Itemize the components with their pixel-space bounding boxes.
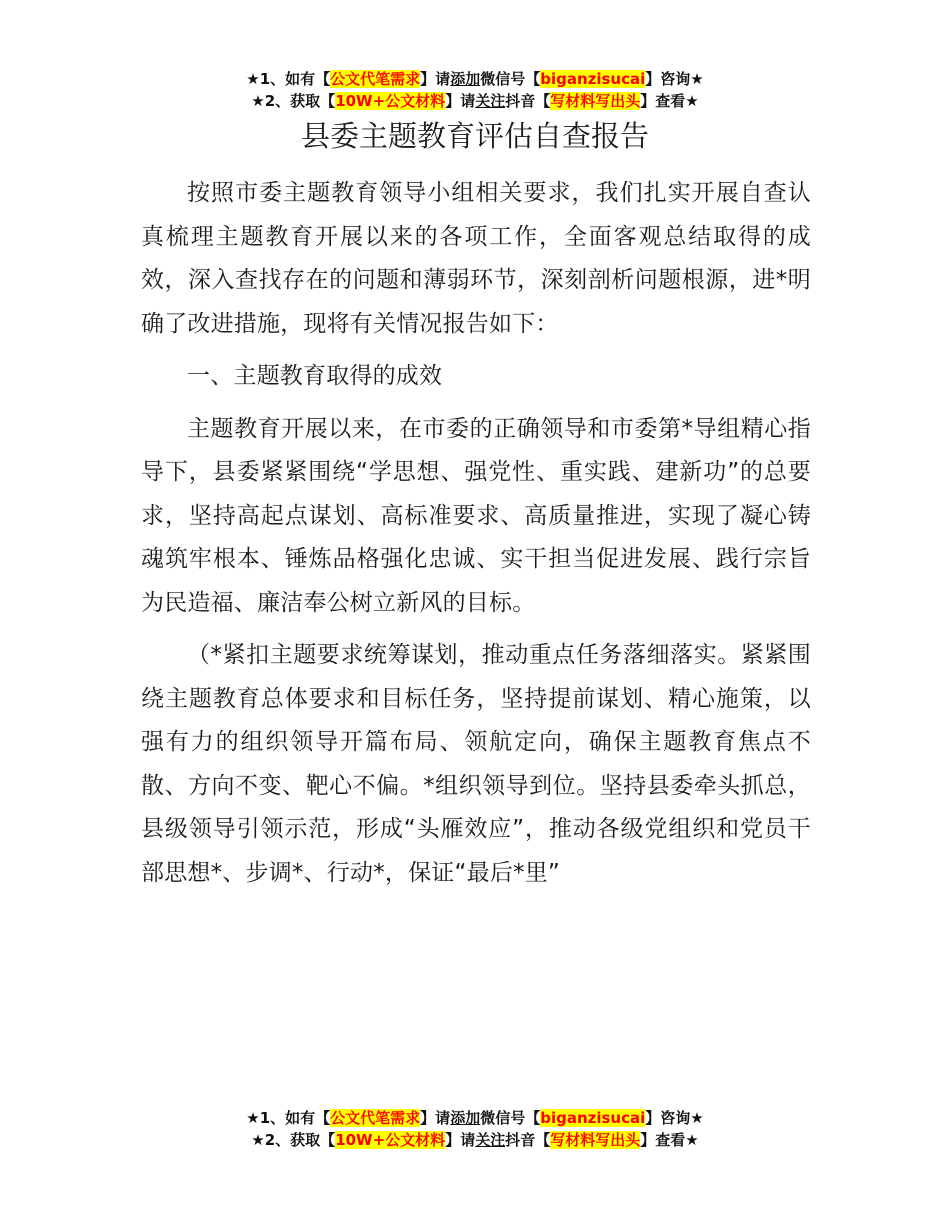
footer-banner xyxy=(0,1107,950,1151)
footer-banner-line-2: ★2、获取【10W+公文材料】请关注抖音【写材料写出头】查看★ xyxy=(251,1131,699,1149)
intro-paragraph: 按照市委主题教育领导小组相关要求，我们扎实开展自查认真梳理主题教育开展以来的各项工作，全面客观总结取得的成效，深入查找存在的问题和薄弱环节，深刻剖析问题根源，进*明确了改进措施，现将有关情况报告如下： xyxy=(141,180,811,337)
douyin-account-text: 写材料写出头 xyxy=(550,1131,641,1149)
header-banner-line-2: ★2、获取【10W+公文材料】请关注抖音【写材料写出头】查看★ xyxy=(251,92,699,110)
body-paragraph: （*紧扣主题要求统筹谋划，推动重点任务落细落实。紧紧围绕主题教育总体要求和目标任务，坚持提前谋划、精心施策，以强有力的组织领导开篇布局、领航定向，确保主题教育焦点不散、方向不变、靶心不偏。*组织领导到位。坚持县委牵头抓总，县级领导引领示范，形成“头雁效应”，推动各级党组织和党员干部思想*、步调*、行动*，保证“最后*里” xyxy=(141,642,811,886)
section-heading: 一、主题教育取得的成效 xyxy=(187,363,443,389)
highlight-service-text: 公文代笔需求 xyxy=(330,70,421,88)
highlight-materials-text: 10W+公文材料 xyxy=(335,92,446,110)
wechat-id-text: biganzisucai xyxy=(540,70,646,88)
douyin-account-text: 写材料写出头 xyxy=(550,92,641,110)
highlight-materials-text: 10W+公文材料 xyxy=(335,1131,446,1149)
wechat-id-text: biganzisucai xyxy=(540,1109,646,1127)
document-body xyxy=(141,172,811,904)
body-paragraph: 主题教育开展以来，在市委的正确领导和市委第*导组精心指导下，县委紧紧围绕“学思想、强党性、重实践、建新功”的总要求，坚持高起点谋划、高标准要求、高质量推进，实现了凝心铸魂筑牢根本、锤炼品格强化忠诚、实干担当促进发展、践行宗旨为民造福、廉洁奉公树立新风的目标。 xyxy=(141,415,811,616)
highlight-service-text: 公文代笔需求 xyxy=(330,1109,421,1127)
header-banner xyxy=(0,68,950,112)
document-title: 县委主题教育评估自查报告 xyxy=(300,119,649,153)
header-banner-line-1: ★1、如有【公文代笔需求】请添加微信号【biganzisucai】咨询★ xyxy=(246,70,704,88)
footer-banner-line-1: ★1、如有【公文代笔需求】请添加微信号【biganzisucai】咨询★ xyxy=(246,1109,704,1127)
